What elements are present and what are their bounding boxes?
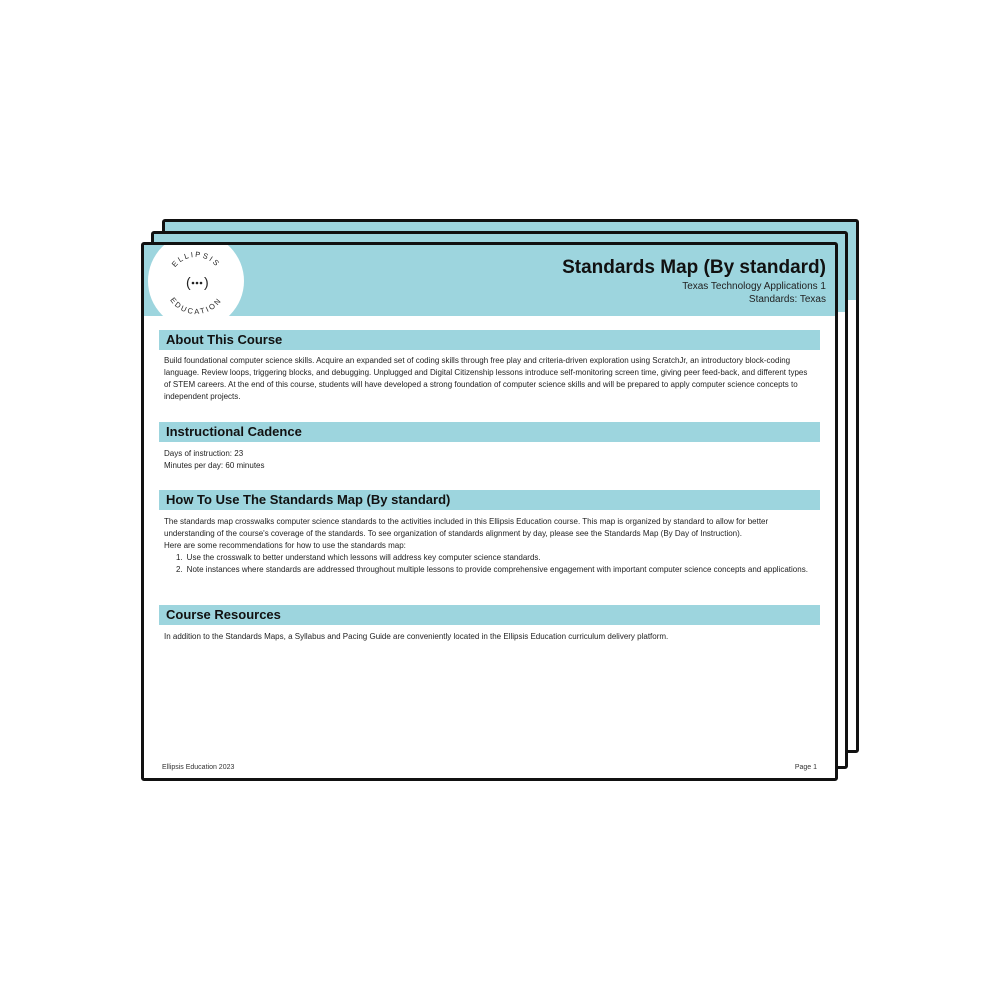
document-title: Standards Map (By standard): [562, 257, 826, 278]
document-page: [141, 242, 838, 781]
svg-text:EDUCATION: [168, 295, 223, 316]
section-heading-about: About This Course: [159, 330, 820, 350]
document-subtitle: Texas Technology Applications 1: [682, 281, 826, 292]
cadence-paragraph: [164, 448, 815, 472]
logo-text-bottom: EDUCATION: [168, 295, 224, 317]
howto-intro: Here are some recommendations for how to use the standards map:: [164, 541, 406, 550]
standards-label: Standards: Texas: [748, 294, 826, 305]
howto-paragraph: [164, 516, 815, 576]
section-heading-resources: Course Resources: [159, 605, 820, 625]
section-heading-cadence: Instructional Cadence: [159, 422, 820, 442]
about-text: Build foundational computer science skills. Acquire an expanded set of coding skills through free play and criteria-driven exploration using ScratchJr, an introductory block-coding language. Review loops, triggering blocks, and debugging. Unplugged and Digital Citizenship lessons introduce self-monitoring screen time, giving peer feed-back, and different types of STEM careers. At the end of this course, students will have developed a strong foundation of computer science skills and will be prepared to apply computer science concepts to independent projects.: [164, 356, 808, 401]
recommendations-list: [164, 552, 815, 576]
section-heading-howto: How To Use The Standards Map (By standard): [159, 490, 820, 510]
svg-text:(: (: [186, 274, 191, 290]
page-number: Page 1: [794, 764, 817, 771]
minutes-per-day: Minutes per day: 60 minutes: [164, 461, 265, 470]
list-item: 1. Use the crosswalk to better understand which lessons will address key computer science standards.: [176, 553, 541, 562]
days-of-instruction: Days of instruction: 23: [164, 449, 244, 458]
list-item: 2. Note instances where standards are addressed throughout multiple lessons to provide comprehensive engagement with important computer science concepts and applications.: [176, 565, 808, 574]
footer-copyright: Ellipsis Education 2023: [162, 764, 235, 771]
logo-text-top: ELLIPSIS: [169, 249, 223, 269]
resources-text: In addition to the Standards Maps, a Syllabus and Pacing Guide are conveniently located in the Ellipsis Education curriculum delivery platform.: [164, 632, 669, 641]
resources-paragraph: [164, 631, 815, 643]
svg-text:): ): [204, 274, 209, 290]
ellipsis-braces-logo-icon: [148, 242, 244, 329]
ellipsis-education-logo: [148, 242, 244, 329]
about-paragraph: [164, 355, 815, 403]
svg-text:ELLIPSIS: [170, 250, 222, 269]
howto-text: The standards map crosswalks computer science standards to the activities included in this Ellipsis Education course. This map is organized by standard to allow for better understanding of the course's coverage of the standards. To see organization of standards alignment by day, please see the Standards Map (By Day of Instruction).: [164, 517, 769, 538]
